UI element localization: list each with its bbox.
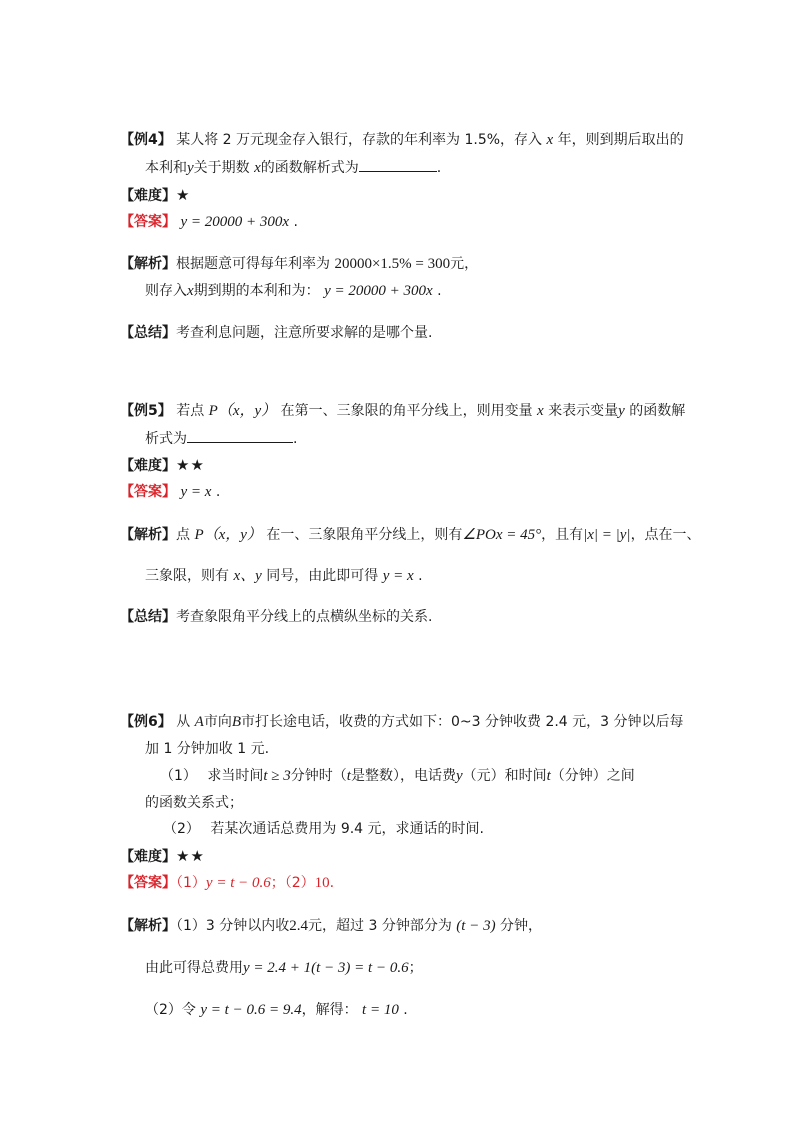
ex5-text: ，且有: [541, 527, 584, 543]
ex6-text: 分钟，: [500, 918, 543, 934]
ex4-var-x: x: [254, 160, 261, 176]
ex4-answer-tag: 【答案】: [120, 214, 176, 230]
ex6-analysis-math: y = t − 0.6 = 9.4: [200, 1002, 302, 1018]
ex6-var-a: A: [194, 714, 204, 730]
ex4-question-text-end: 年，则到期后取出的: [557, 132, 684, 148]
ex6-text: 市打长途电话，收费的方式如下：0~3 分钟收费 2.4 元，3 分钟以后每: [241, 714, 684, 730]
ex6-text: （分钟）之间: [550, 768, 635, 784]
ex4-difficulty: [120, 186, 190, 205]
ex5-text: ，点在一、: [630, 527, 701, 543]
ex4-question-line2: [145, 158, 441, 177]
ex5-period: .: [215, 484, 221, 500]
ex4-text: 根据题意可得每年利率为: [176, 256, 330, 272]
ex5-period: .: [418, 568, 423, 584]
ex6-period: .: [329, 875, 335, 891]
ex4-question-line1: [120, 131, 684, 149]
ex4-summary-text: 考查利息问题，注意所要求解的是哪个量.: [176, 325, 433, 341]
star-icon: ★: [176, 186, 191, 204]
ex6-part1-number: （1）: [160, 768, 197, 784]
ex4-period: .: [293, 214, 298, 230]
ex5-text: 在第一、三象限的角平分线上，则用变量: [280, 403, 533, 419]
ex4-var-x: x: [187, 283, 194, 299]
ex4-analysis-tag: 【解析】: [120, 256, 176, 272]
ex6-var-t: t: [546, 768, 551, 784]
ex6-text: 分钟时（: [290, 768, 347, 784]
ex6-analysis-line2: [145, 959, 423, 977]
ex6-analysis-math: 2.4: [289, 918, 309, 934]
ex5-point-p: P（x，y）: [208, 403, 277, 419]
ex5-text: 点: [176, 527, 190, 543]
ex6-text: 加 1 分钟加收 1 元.: [145, 741, 270, 757]
ex6-answer-math2: 10: [314, 875, 330, 891]
ex5-question-line2: [145, 429, 297, 448]
ex5-text: 析式为: [145, 431, 187, 447]
ex6-text: ，解得：: [301, 1002, 358, 1018]
ex6-text: 是整数），电话费: [350, 768, 456, 784]
ex4-period: .: [437, 283, 442, 299]
ex4-analysis-line2: [145, 282, 442, 300]
ex6-text: ；: [408, 960, 423, 976]
ex6-analysis-line1: [120, 917, 542, 935]
ex6-difficulty-tag: 【难度】: [120, 849, 176, 865]
ex4-period: .: [436, 160, 442, 176]
ex4-text: 元，: [450, 256, 479, 272]
ex4-answer-math: y = 20000 + 300x: [180, 214, 290, 230]
ex5-text: 在一、三象限角平分线上，则有: [266, 527, 463, 543]
ex5-var-x: x: [537, 403, 544, 419]
ex4-analysis-line1: [120, 255, 478, 273]
ex4-answer: [120, 213, 298, 231]
ex5-var-y: y: [618, 403, 625, 419]
ex6-text: 元，超过 3 分钟部分为: [308, 918, 452, 934]
ex5-tag: 【例5】: [120, 403, 172, 419]
ex4-summary: [120, 324, 432, 342]
ex4-analysis-math: y = 20000 + 300x: [324, 283, 433, 299]
ex4-text: 则存入: [145, 283, 187, 299]
ex6-part2-number: （2）: [163, 821, 200, 837]
ex6-part2: [163, 820, 484, 838]
ex5-summary: [120, 608, 432, 626]
ex5-question-line1: [120, 402, 685, 420]
ex4-text: 本利和: [145, 160, 187, 176]
ex6-text: 从: [176, 714, 191, 730]
ex5-analysis-tag: 【解析】: [120, 527, 176, 543]
ex6-difficulty: [120, 847, 205, 866]
ex6-analysis-math: y = 2.4 + 1(t − 3) = t − 0.6: [243, 960, 409, 976]
ex5-analysis-math: y = x: [382, 568, 414, 584]
ex5-summary-tag: 【总结】: [120, 609, 176, 625]
ex4-text: 关于期数: [193, 160, 250, 176]
star-icon: ★★: [176, 847, 205, 865]
ex5-angle-math: ∠POx = 45°: [462, 527, 542, 543]
ex4-text: 的函数解析式为: [260, 160, 359, 176]
ex6-answer-tag: 【答案】: [120, 875, 176, 891]
ex5-summary-text: 考查象限角平分线上的点横纵坐标的关系.: [176, 609, 433, 625]
ex6-answer-math1: y = t − 0.6: [205, 875, 271, 891]
ex6-text: 求当时间: [207, 768, 264, 784]
ex5-period: .: [293, 431, 298, 447]
ex5-answer: [120, 483, 220, 501]
ex4-analysis-math: 20000×1.5% = 300: [334, 256, 451, 272]
ex5-answer-blank: [187, 429, 293, 443]
ex4-text: 期到期的本利和为：: [193, 283, 320, 299]
ex6-period: .: [403, 1002, 408, 1018]
ex4-tag: 【例4】: [120, 132, 172, 148]
ex5-answer-tag: 【答案】: [120, 484, 176, 500]
ex6-tag: 【例6】: [120, 714, 172, 730]
ex5-difficulty: [120, 456, 205, 475]
ex6-var-b: B: [231, 714, 241, 730]
ex6-part1-math: t ≥ 3: [263, 768, 291, 784]
ex6-text: 市向: [203, 714, 232, 730]
ex6-text: 若某次通话总费用为 9.4 元，求通话的时间.: [210, 821, 484, 837]
ex6-var-y: y: [455, 768, 463, 784]
ex5-text: 的函数解: [629, 403, 686, 419]
ex5-abs-math: |x| = |y|: [583, 527, 631, 543]
ex6-analysis-tag: 【解析】: [120, 918, 176, 934]
ex6-text: （2）令: [145, 1002, 196, 1018]
ex5-text: 三象限，则有: [145, 568, 229, 584]
ex6-analysis-math: (t − 3): [456, 918, 496, 934]
ex6-text: （元）和时间: [462, 768, 547, 784]
ex4-summary-tag: 【总结】: [120, 325, 176, 341]
ex6-text: （1）3 分钟以内收: [176, 918, 290, 934]
ex6-question-line1: [120, 713, 684, 731]
ex6-var-t: t: [346, 768, 351, 784]
ex4-var-x: x: [546, 132, 554, 148]
ex6-answer-part1: （1）: [176, 875, 206, 891]
ex6-text: 由此可得总费用: [145, 960, 243, 976]
ex5-text: 若点: [176, 403, 205, 419]
ex5-answer-math: y = x: [180, 484, 212, 500]
ex6-analysis-line3: [145, 1001, 408, 1019]
star-icon: ★★: [176, 456, 205, 474]
ex5-vars: x、y: [233, 568, 262, 584]
ex5-analysis-line2: [145, 567, 423, 585]
ex5-text: 来表示变量: [548, 403, 619, 419]
ex4-answer-blank: [359, 158, 437, 172]
ex5-text: 同号，由此即可得: [266, 568, 379, 584]
ex6-part1-line2: [145, 794, 243, 812]
ex4-var-y: y: [187, 160, 194, 176]
ex4-difficulty-tag: 【难度】: [120, 188, 176, 204]
ex6-question-line2: [145, 740, 269, 758]
ex4-question-text: 某人将 2 万元现金存入银行，存款的年利率为 1.5%，存入: [176, 132, 543, 148]
ex6-answer: [120, 874, 334, 892]
ex5-difficulty-tag: 【难度】: [120, 458, 176, 474]
ex6-answer-part2: ；（2）: [270, 875, 315, 891]
ex5-analysis-line1: [120, 526, 701, 544]
ex6-part1-line1: [160, 767, 635, 785]
ex5-point-p: P（x，y）: [194, 527, 262, 543]
ex6-text: 的函数关系式；: [145, 795, 243, 811]
ex6-analysis-math: t = 10: [362, 1002, 399, 1018]
